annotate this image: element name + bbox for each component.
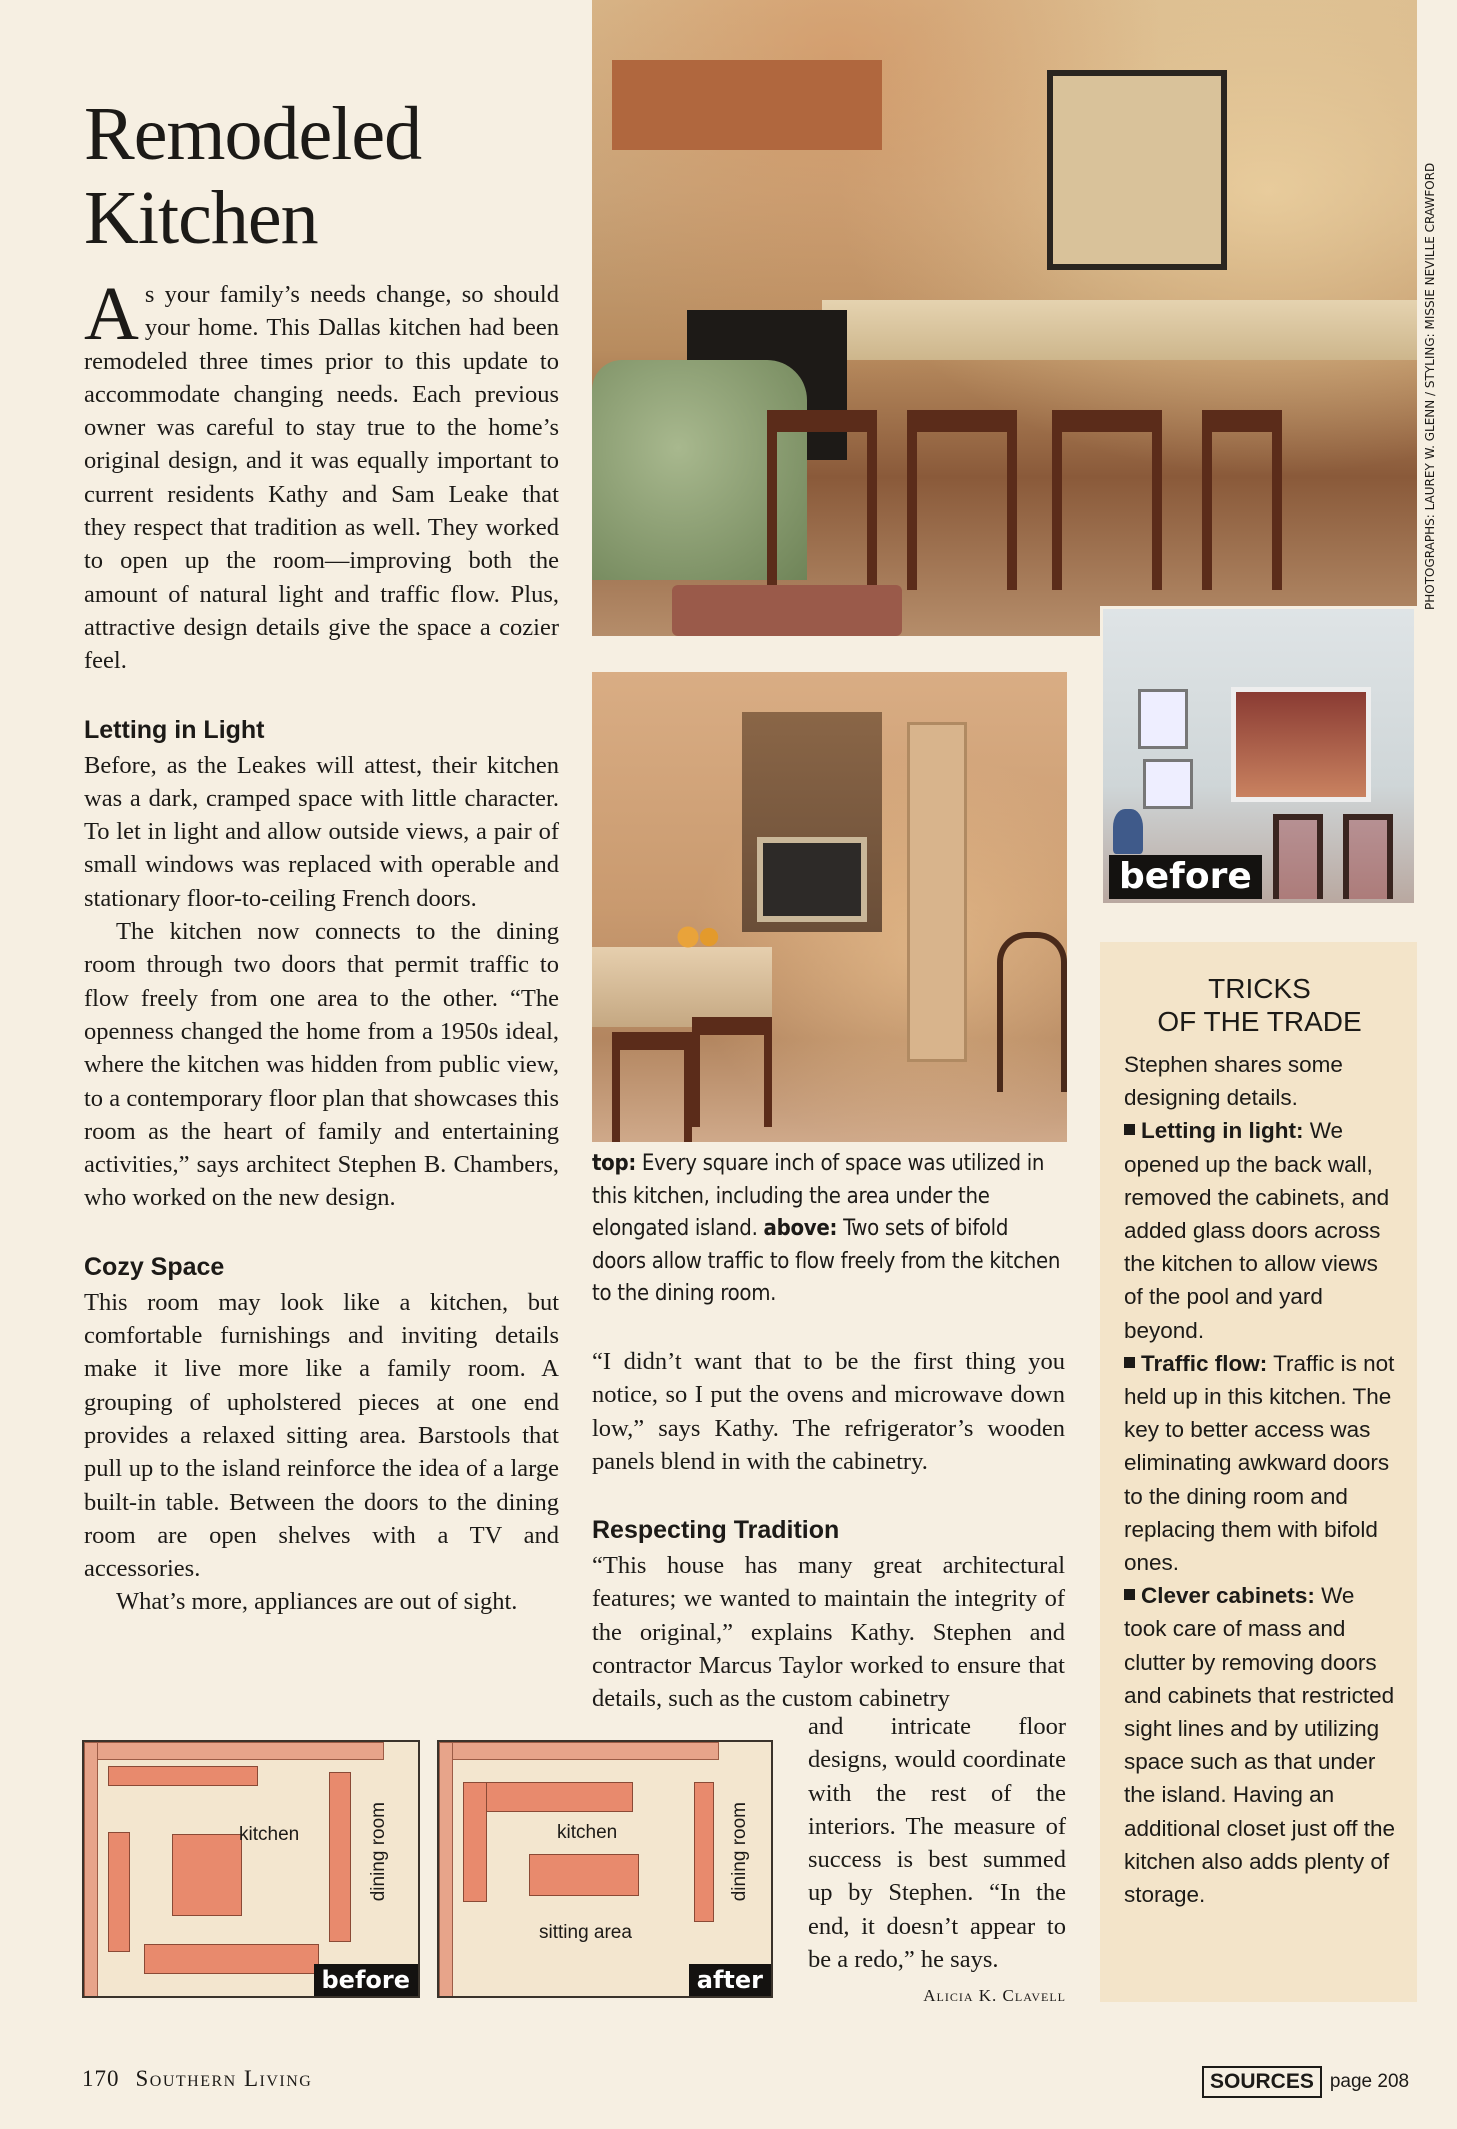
sidebar-title (1124, 972, 1395, 1038)
plan-island (529, 1854, 639, 1896)
body-column-2-tail (808, 1710, 1066, 1976)
fruit-bowl (667, 922, 737, 952)
plan-counter (144, 1944, 319, 1974)
tip-label: Traffic flow: (1141, 1350, 1268, 1376)
caption-top-label: top: (592, 1151, 636, 1176)
intro-text: s your family’s needs change, so should your home. This Dallas kitchen had been remodeled three times prior to this update to accommodate changing needs. Each previous owner was careful to stay true to the home’s original design, and it was equally important to current residents Kathy and Sam Leake that they respect that tradition as well. They worked to open up the room—improving both the amount of natural light and traffic flow. Plus, attractive design details give the space a cozier feel. (84, 281, 559, 675)
plan-label-dining: dining room (729, 1802, 750, 1902)
paragraph: The kitchen now connects to the dining room through two doors that permit traffic to flow freely from one area to the other. “The openness changed the home from a 1950s ideal, where the kitchen was hidden from public view, to a contemporary floor plan that showcases this room as the heart of family and entertaining activities,” says architect Stephen B. Chambers, who worked on the new design. (84, 918, 559, 1212)
chair (1343, 814, 1393, 899)
paragraph: Before, as the Leakes will attest, their kitchen was a dark, cramped space with little character. To let in light and allow outside views, a pair of small windows was replaced with operable and stationary floor-to-ceiling French doors. (84, 751, 559, 912)
photo-caption (592, 1148, 1067, 1311)
paragraph: What’s more, appliances are out of sight. (116, 1588, 518, 1616)
drop-cap: A (84, 272, 139, 356)
paragraph: “This house has many great architectural features; we wanted to maintain the integrity of the original,” explains Kathy. Stephen and contractor Marcus Taylor worked to ensure that details, such as the custom cabinetry (592, 1552, 1065, 1713)
section-heading-tradition: Respecting Tradition (592, 1516, 840, 1545)
sidebar-title-line-1: TRICKS (1208, 973, 1311, 1004)
before-photo (1100, 606, 1417, 906)
television (757, 837, 867, 922)
pass-through-window (1231, 687, 1371, 802)
refrigerator (1047, 70, 1227, 270)
paragraph: This room may look like a kitchen, but comfortable furnishings and inviting details make it live more like a family room. A grouping of upholstered pieces at one end provides a relaxed sitting area. Barstools that pull up to the island reinforce the idea of a large built-in table. Between the doors to the dining room are open shelves with a TV and accessories. (84, 1288, 559, 1583)
range-hood (612, 60, 882, 150)
before-label: before (1109, 855, 1262, 899)
tricks-sidebar (1100, 942, 1417, 2002)
floor-plan-after (437, 1740, 773, 1998)
plan-label-kitchen: kitchen (239, 1824, 300, 1845)
wall-art (1138, 689, 1188, 749)
plan-island (172, 1834, 242, 1916)
plan-cabinet (329, 1772, 351, 1942)
tip-text: We took care of mass and clutter by removing doors and cabinets that restricted sight lines and by utilizing space such as that under the island. Having an additional closet just off the kitchen also adds plenty of storage. (1124, 1583, 1396, 1908)
plan-cabinet (463, 1782, 633, 1812)
caption-above-label: above: (763, 1216, 838, 1241)
byline: Alicia K. Clavell (923, 1986, 1066, 2005)
kitchen-photo-top (592, 0, 1417, 636)
bullet-square-icon (1124, 1357, 1135, 1368)
tip-text: We opened up the back wall, removed the cabinets, and added glass doors across the kitchen to allow views of the pool and yard beyond. (1124, 1118, 1390, 1343)
plan-label-dining: dining room (368, 1802, 389, 1902)
bullet-square-icon (1124, 1124, 1135, 1135)
barstool (1052, 410, 1162, 590)
caption-top-text: Every square inch of space was utilized in this kitchen, including the area under the elongated island. (592, 1151, 1045, 1241)
article-title (84, 92, 564, 260)
sidebar-title-line-2: OF THE TRADE (1157, 1006, 1362, 1037)
caption-above-text: Two sets of bifold doors allow traffic to flow freely from the kitchen to the dining room. (592, 1216, 1061, 1306)
plan-wall (439, 1742, 719, 1760)
vase (1113, 809, 1143, 854)
body-column-1 (84, 272, 559, 1619)
sidebar-intro: Stephen shares some designing details. (1124, 1052, 1343, 1111)
plan-wall (439, 1742, 453, 1998)
tip-text: Traffic is not held up in this kitchen. The key to better access was eliminating awkward doors to the dining room and replacing them with bifold ones. (1124, 1350, 1395, 1576)
island-counter (822, 300, 1417, 360)
body-column-2 (592, 1345, 1065, 1716)
section-heading-light: Letting in Light (84, 715, 265, 744)
paragraph: “I didn’t want that to be the first thing you notice, so I put the ovens and microwave down low,” says Kathy. The refrigerator’s wooden panels blend in with the cabinetry. (592, 1348, 1065, 1475)
plan-wall (84, 1742, 384, 1760)
sidebar-tip (1124, 1114, 1395, 1346)
island (592, 947, 772, 1027)
barstool (692, 1017, 772, 1127)
barstool (612, 1032, 692, 1142)
wall-art (1143, 759, 1193, 809)
section-heading-cozy: Cozy Space (84, 1252, 225, 1281)
tip-label: Letting in light: (1141, 1118, 1304, 1144)
plan-cabinet (694, 1782, 714, 1922)
intro-paragraph (84, 272, 559, 678)
plan-cabinet (463, 1782, 487, 1902)
kitchen-photo-above (592, 672, 1067, 1142)
title-line-2: Kitchen (84, 176, 318, 260)
sidebar-tip (1124, 1579, 1395, 1911)
sources-box: SOURCES (1202, 2066, 1322, 2098)
sources-reference (1202, 2066, 1409, 2098)
photo-credit: PHOTOGRAPHS: LAUREY W. GLENN / STYLING: MISSIE NEVILLE CRAWFORD (1423, 162, 1437, 610)
page-folio (82, 2066, 312, 2092)
plan-cabinet (108, 1766, 258, 1786)
plan-cabinet (108, 1832, 130, 1952)
page-number: 170 (82, 2066, 120, 2091)
barstool (767, 410, 877, 590)
bifold-door (907, 722, 967, 1062)
plan-before-tag: before (314, 1964, 419, 1996)
plan-wall (84, 1742, 98, 1998)
title-line-1: Remodeled (84, 92, 422, 176)
tip-label: Clever cabinets: (1141, 1583, 1315, 1609)
bullet-square-icon (1124, 1589, 1135, 1600)
sidebar-tip (1124, 1347, 1395, 1579)
barstool (907, 410, 1017, 590)
paragraph: and intricate floor designs, would coordinate with the rest of the interiors. The measure of success is best summed up by Stephen. “In the end, it doesn’t appear to be a redo,” he says. (808, 1713, 1066, 1974)
floor-plan-before (82, 1740, 420, 1998)
sources-page: page 208 (1329, 2071, 1410, 2092)
chair (1273, 814, 1323, 899)
plan-label-kitchen: kitchen (557, 1822, 618, 1843)
magazine-name: Southern Living (135, 2066, 313, 2091)
plan-label-sitting: sitting area (539, 1922, 632, 1943)
windsor-chair (997, 932, 1067, 1092)
barstool (1202, 410, 1282, 590)
plan-after-tag: after (689, 1964, 771, 1996)
rug (672, 585, 902, 636)
